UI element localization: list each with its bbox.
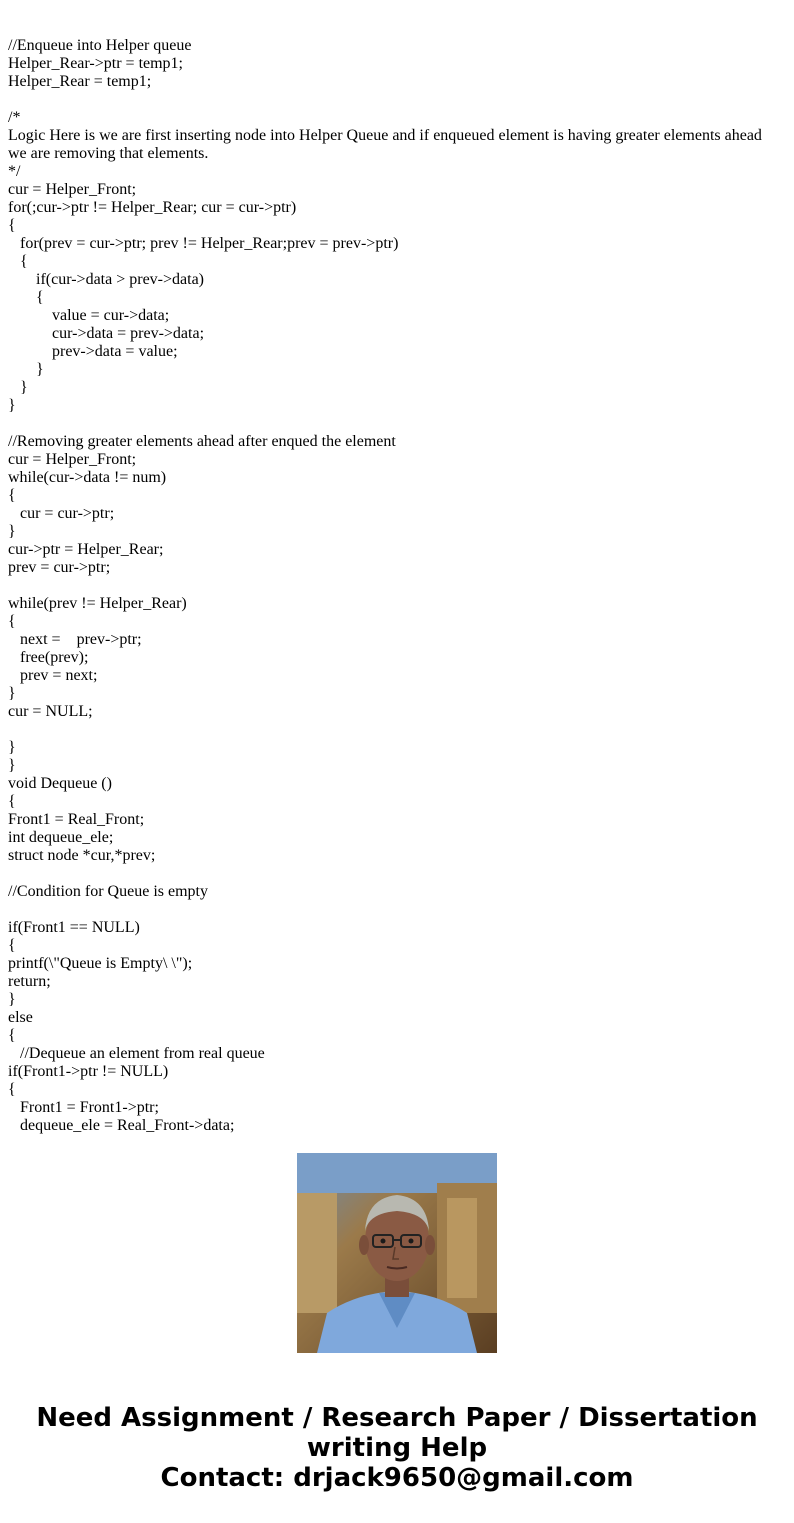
code-listing <box>8 37 778 1134</box>
code-line <box>8 865 778 883</box>
code-line: next = prev->ptr; <box>8 631 142 648</box>
code-line: Helper_Rear = temp1; <box>8 73 152 90</box>
code-line <box>8 91 778 109</box>
code-line: { <box>8 217 16 234</box>
code-line: } <box>8 523 16 540</box>
code-line: //Dequeue an element from real queue <box>8 1045 265 1062</box>
code-line: dequeue_ele = Real_Front->data; <box>8 1117 235 1134</box>
code-line: printf(\"Queue is Empty\ \"); <box>8 955 193 972</box>
code-line: return; <box>8 973 51 990</box>
code-line: for(prev = cur->ptr; prev != Helper_Rear;prev = prev->ptr) <box>8 235 399 252</box>
code-line: void Dequeue () <box>8 775 112 792</box>
code-line: { <box>8 793 16 810</box>
code-line: { <box>8 1027 16 1044</box>
code-line: Helper_Rear->ptr = temp1; <box>8 55 183 72</box>
code-line: //Removing greater elements ahead after enqued the element <box>8 433 396 450</box>
code-line: cur = NULL; <box>8 703 93 720</box>
code-line: cur->data = prev->data; <box>8 325 205 342</box>
code-line: { <box>8 289 44 306</box>
code-line: //Enqueue into Helper queue <box>8 37 192 54</box>
code-line: free(prev); <box>8 649 89 666</box>
code-line: //Condition for Queue is empty <box>8 883 208 900</box>
code-line: for(;cur->ptr != Helper_Rear; cur = cur->ptr) <box>8 199 297 216</box>
code-line: } <box>8 379 28 396</box>
code-line <box>8 721 778 739</box>
code-line: while(prev != Helper_Rear) <box>8 595 187 612</box>
code-line: /* <box>8 109 21 126</box>
code-line: { <box>8 613 16 630</box>
code-line: if(Front1 == NULL) <box>8 919 140 936</box>
code-line: Front1 = Real_Front; <box>8 811 145 828</box>
code-line: } <box>8 757 16 774</box>
code-line <box>8 415 778 433</box>
code-line: } <box>8 361 44 378</box>
code-line: } <box>8 397 16 414</box>
code-line: else <box>8 1009 33 1026</box>
author-avatar <box>297 1153 497 1353</box>
code-line: { <box>8 937 16 954</box>
promo-headline: Need Assignment / Research Paper / Dissertation <box>36 1403 758 1433</box>
code-line: prev = next; <box>8 667 98 684</box>
code-line: while(cur->data != num) <box>8 469 167 486</box>
code-line: { <box>8 253 28 270</box>
code-line: value = cur->data; <box>8 307 170 324</box>
code-line: { <box>8 487 16 504</box>
promo-subheadline: writing Help <box>306 1433 488 1463</box>
code-line <box>8 901 778 919</box>
code-line <box>8 577 778 595</box>
promo-contact: Contact: drjack9650@gmail.com <box>160 1463 634 1493</box>
promo-banner <box>0 1403 794 1493</box>
code-line: cur->ptr = Helper_Rear; <box>8 541 164 558</box>
code-line: if(Front1->ptr != NULL) <box>8 1063 169 1080</box>
code-line: if(cur->data > prev->data) <box>8 271 204 288</box>
code-line: prev = cur->ptr; <box>8 559 111 576</box>
code-line: } <box>8 991 16 1008</box>
code-line: } <box>8 685 16 702</box>
code-line: int dequeue_ele; <box>8 829 114 846</box>
person-photo-icon <box>297 1153 497 1353</box>
code-line: Front1 = Front1->ptr; <box>8 1099 159 1116</box>
code-line: cur = cur->ptr; <box>8 505 115 522</box>
code-line: } <box>8 739 16 756</box>
code-line: cur = Helper_Front; <box>8 451 137 468</box>
code-line: struct node *cur,*prev; <box>8 847 156 864</box>
code-line: cur = Helper_Front; <box>8 181 137 198</box>
code-line: */ <box>8 163 21 180</box>
code-line: prev->data = value; <box>8 343 178 360</box>
code-line: Logic Here is we are first inserting node into Helper Queue and if enqueued element is having greater elements ahead we are removing that elements. <box>8 127 766 162</box>
code-line: { <box>8 1081 16 1098</box>
